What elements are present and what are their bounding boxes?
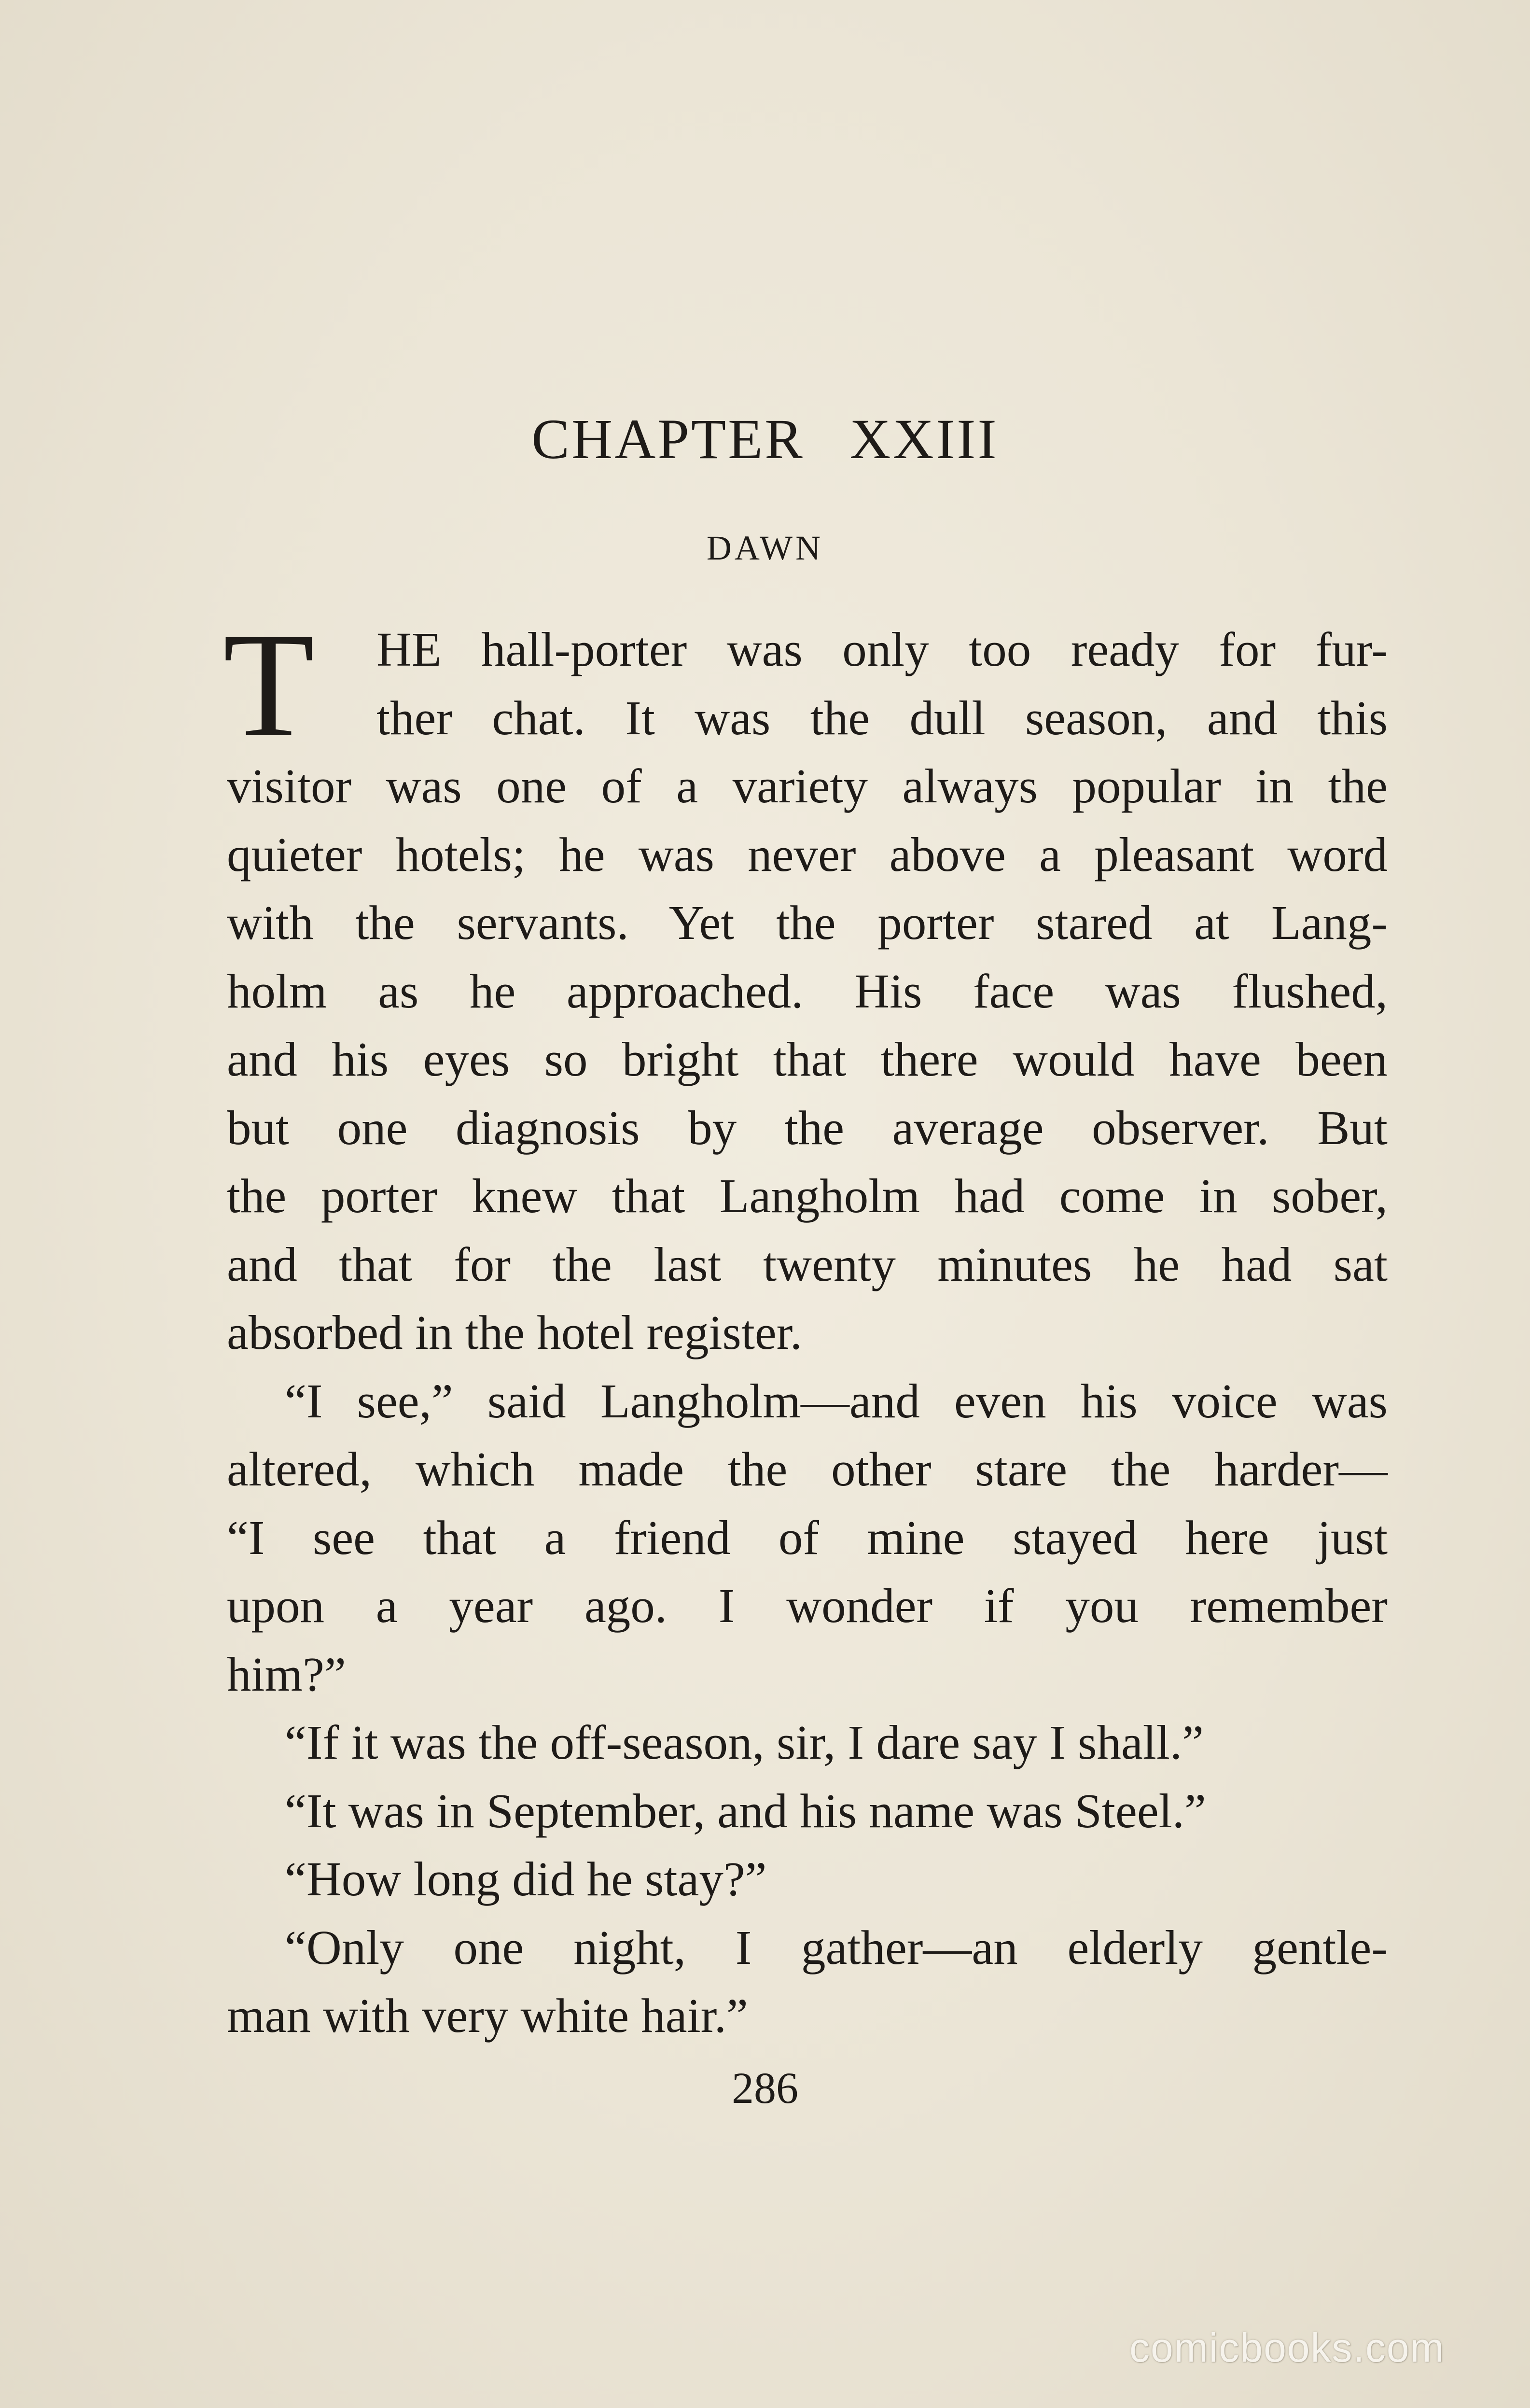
- text-line: “Only one night, I gather—an elderly gentle-: [285, 1920, 1388, 1974]
- body-text: [227, 616, 1388, 2050]
- text-line: “I see,” said Langholm—and even his voice was: [285, 1373, 1388, 1428]
- text-line: “I see that a friend of mine stayed here just: [227, 1510, 1388, 1565]
- text-line: and his eyes so bright that there would have been: [227, 1032, 1388, 1086]
- text-line: altered, which made the other stare the harder—: [227, 1442, 1388, 1496]
- text-line: visitor was one of a variety always popular in the: [227, 759, 1388, 813]
- text-line: but one diagnosis by the average observer. But: [227, 1100, 1388, 1155]
- text-line: “If it was the off-season, sir, I dare say I shall.”: [285, 1715, 1204, 1769]
- text-line: with the servants. Yet the porter stared at Lang-: [227, 896, 1388, 950]
- text-line: HE hall-porter was only too ready for fur-: [376, 622, 1388, 676]
- text-line: upon a year ago. I wonder if you remember: [227, 1579, 1388, 1633]
- watermark: comicbooks.com: [1129, 2325, 1445, 2370]
- text-line: absorbed in the hotel register.: [227, 1305, 803, 1359]
- text-line: quieter hotels; he was never above a pleasant word: [227, 827, 1388, 882]
- text-line: him?”: [227, 1647, 346, 1701]
- text-line: man with very white hair.”: [227, 1988, 748, 2043]
- text-line: the porter knew that Langholm had come in sober,: [227, 1169, 1388, 1223]
- chapter-subtitle: DAWN: [706, 529, 824, 567]
- page-number: 286: [732, 2063, 798, 2113]
- text-line: and that for the last twenty minutes he had sat: [227, 1237, 1388, 1291]
- text-line: “How long did he stay?”: [285, 1852, 767, 1906]
- text-line: holm as he approached. His face was flushed,: [227, 964, 1388, 1018]
- text-line: ther chat. It was the dull season, and this: [376, 690, 1388, 745]
- drop-cap: T: [223, 602, 315, 768]
- text-line: “It was in September, and his name was Steel.”: [285, 1783, 1206, 1838]
- chapter-title: CHAPTER XXIII: [531, 407, 999, 471]
